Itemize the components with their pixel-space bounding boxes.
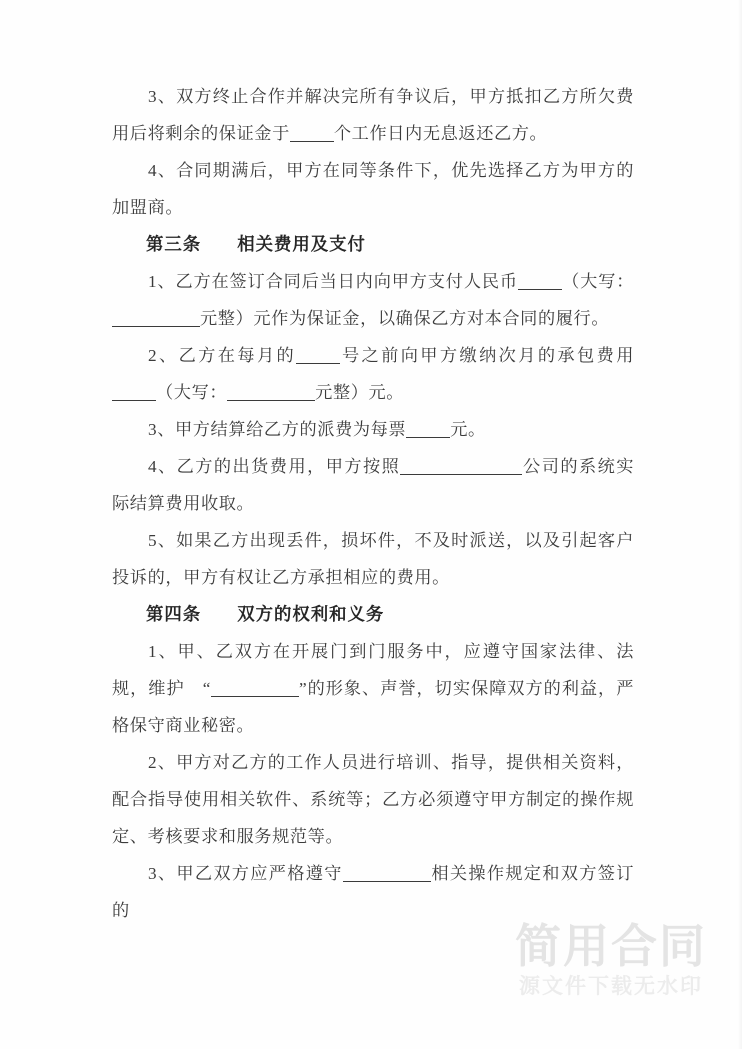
paragraph-text: 个工作日内无息返还乙方。 <box>333 124 548 143</box>
fill-in-blank[interactable] <box>211 681 299 697</box>
section-heading-title: 相关费用及支付 <box>237 234 366 254</box>
fill-in-blank[interactable] <box>112 311 200 327</box>
paragraph-text: （大写： <box>561 272 634 291</box>
fill-in-blank[interactable] <box>518 274 562 290</box>
scan-edge-shadow <box>738 0 742 1049</box>
paragraph-text: 4、乙方的出货费用，甲方按照 <box>148 457 401 476</box>
fill-in-blank[interactable] <box>227 385 315 401</box>
contract-paragraph <box>112 448 634 522</box>
paragraph-text: 3、双方终止合作并解决完所有争议后，甲方抵扣乙方所欠费用后将剩余的保证金于 <box>112 87 634 143</box>
paragraph-text: 元整）元。 <box>315 383 405 402</box>
fill-in-blank[interactable] <box>112 385 156 401</box>
paragraph-text: 2、甲方对乙方的工作人员进行培训、指导，提供相关资料，配合指导使用相关软件、系统等；乙方必须遵守甲方制定的操作规定、考核要求和服务规范等。 <box>112 753 634 846</box>
paragraph-text: 4、合同期满后，甲方在同等条件下，优先选择乙方为甲方的加盟商。 <box>112 161 634 217</box>
contract-paragraph <box>112 337 634 411</box>
paragraph-text: 1、甲、乙双方在开展门到门服务中，应遵守国家法律、法规，维护 “ <box>112 642 634 698</box>
section-heading <box>112 596 634 633</box>
paragraph-text: 公司的系统实际结算费用收取。 <box>112 457 634 513</box>
section-heading-number: 第三条 <box>146 234 202 254</box>
paragraph-text: 3、甲方结算给乙方的派费为每票 <box>148 420 407 439</box>
fill-in-blank[interactable] <box>343 866 431 882</box>
fill-in-blank[interactable] <box>406 422 450 438</box>
paragraph-text: ”的形象、声誉，切实保障双方的利益，严格保守商业秘密。 <box>112 679 634 735</box>
contract-paragraph <box>112 411 634 448</box>
paragraph-text: 元整）元作为保证金，以确保乙方对本合同的履行。 <box>200 309 610 328</box>
paragraph-text: 3、甲乙双方应严格遵守 <box>148 864 343 883</box>
contract-paragraph <box>112 522 634 596</box>
paragraph-text: （大写： <box>156 383 228 402</box>
paragraph-text: 2、乙方在每月的 <box>148 346 297 365</box>
paragraph-text: 相关操作规定和双方签订的 <box>112 864 634 920</box>
paragraph-text: 号之前向甲方缴纳次月的承包费用 <box>340 346 634 365</box>
contract-paragraph <box>112 152 634 226</box>
watermark-logo-text: 简用合同 <box>515 919 707 973</box>
contract-paragraph <box>112 633 634 744</box>
paragraph-text: 1、乙方在签订合同后当日内向甲方支付人民币 <box>148 272 518 291</box>
document-text-column <box>112 78 634 929</box>
section-heading-title: 双方的权利和义务 <box>237 604 385 624</box>
section-heading <box>112 226 634 263</box>
paragraph-text: 元。 <box>450 420 486 439</box>
contract-paragraph <box>112 78 634 152</box>
fill-in-blank[interactable] <box>296 348 340 364</box>
paragraph-text: 5、如果乙方出现丢件，损坏件，不及时派送，以及引起客户投诉的，甲方有权让乙方承担相应的费用。 <box>112 531 634 587</box>
contract-paragraph <box>112 263 634 337</box>
fill-in-blank[interactable] <box>290 126 334 142</box>
contract-paragraph <box>112 744 634 855</box>
watermark <box>488 921 734 999</box>
contract-paragraph <box>112 855 634 929</box>
fill-in-blank[interactable] <box>400 459 522 475</box>
watermark-subtitle-text: 源文件下载无水印 <box>519 974 703 998</box>
section-heading-number: 第四条 <box>146 604 202 624</box>
